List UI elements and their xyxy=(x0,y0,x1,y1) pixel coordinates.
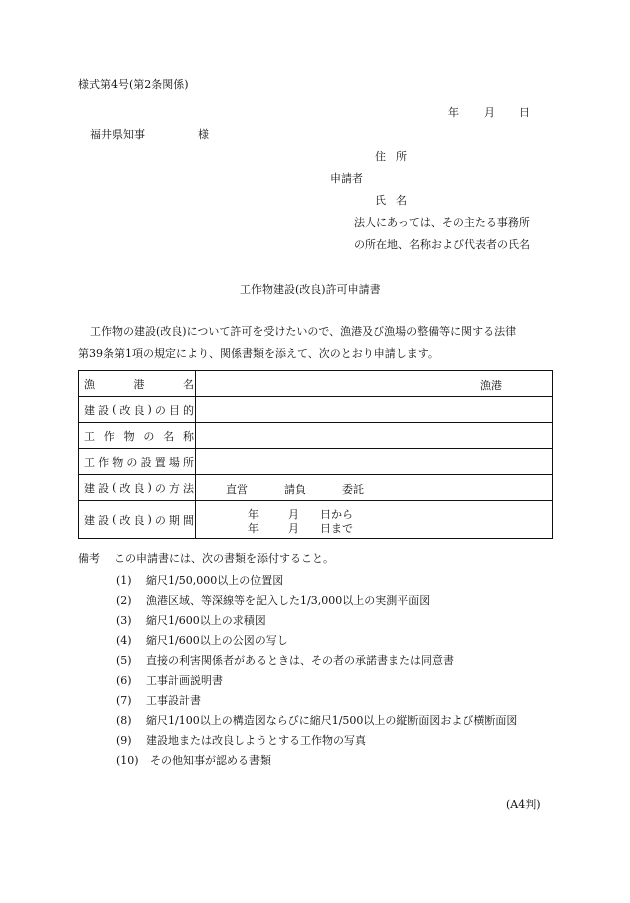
corp-note-line1: 法人にあっては、その主たる事務所 xyxy=(354,216,530,229)
note-item: (7) 工事設計書 xyxy=(116,694,201,707)
period-to-day: 日まで xyxy=(320,522,353,535)
table-row-period xyxy=(79,501,553,539)
note-item: (1) 縮尺1/50,000以上の位置図 xyxy=(116,574,284,587)
note-item: (4) 縮尺1/600以上の公図の写し xyxy=(116,634,288,647)
method-option-contract[interactable]: 請負 xyxy=(284,483,306,496)
table-row-port-name xyxy=(79,371,553,397)
note-item: (2) 漁港区域、等深線等を記入した1/3,000以上の実測平面図 xyxy=(116,594,431,607)
notes-intro: この申請書には、次の書類を添付すること。 xyxy=(114,552,334,565)
paper-size: (A4判) xyxy=(506,798,541,811)
purpose-field[interactable] xyxy=(196,397,553,423)
date-year-label: 年 xyxy=(448,106,459,119)
note-item: (8) 縮尺1/100以上の構造図ならびに縮尺1/500以上の縦断面図および横断面図 xyxy=(116,714,518,727)
date-month-label: 月 xyxy=(484,106,495,119)
body-line-2: 第39条第1項の規定により、関係書類を添えて、次のとおり申請します。 xyxy=(78,347,439,360)
applicant-label: 申請者 xyxy=(330,172,363,185)
note-item: (9) 建設地または改良しようとする工作物の写真 xyxy=(116,734,366,747)
location-label: 工 作 物 の 設 置 場 所 xyxy=(79,449,196,475)
method-option-consign[interactable]: 委託 xyxy=(342,483,364,496)
table-row-purpose xyxy=(79,397,553,423)
addressee: 福井県知事 xyxy=(90,128,145,141)
period-to-month: 月 xyxy=(288,522,299,535)
table-row-structure-name xyxy=(79,423,553,449)
port-suffix: 漁港 xyxy=(480,379,502,392)
document-title: 工作物建設(改良)許可申請書 xyxy=(240,283,381,296)
table-row-location xyxy=(79,449,553,475)
period-to-year: 年 xyxy=(248,522,259,535)
corp-note-line2: の所在地、名称および代表者の氏名 xyxy=(354,238,530,251)
note-item: (10) その他知事が認める書類 xyxy=(116,754,271,767)
port-name-field[interactable] xyxy=(196,371,553,397)
purpose-label: 建 設 ( 改 良 ) の 目 的 xyxy=(79,397,196,423)
method-field xyxy=(196,475,553,501)
note-item: (5) 直接の利害関係者があるときは、その者の承諾書または同意書 xyxy=(116,654,454,667)
structure-name-field[interactable] xyxy=(196,423,553,449)
form-number: 様式第4号(第2条関係) xyxy=(78,78,189,91)
period-from-day: 日から xyxy=(320,508,353,521)
method-label: 建 設 ( 改 良 ) の 方 法 xyxy=(79,475,196,501)
note-item: (3) 縮尺1/600以上の求積図 xyxy=(116,614,266,627)
period-field[interactable] xyxy=(196,501,553,539)
applicant-address-label: 住 所 xyxy=(375,150,407,163)
application-table xyxy=(78,370,553,539)
date-day-label: 日 xyxy=(519,106,530,119)
port-name-label: 漁 港 名 xyxy=(79,371,196,397)
period-from-month: 月 xyxy=(288,508,299,521)
period-from-year: 年 xyxy=(248,508,259,521)
structure-name-label: 工 作 物 の 名 称 xyxy=(79,423,196,449)
table-row-method xyxy=(79,475,553,501)
period-label: 建 設 ( 改 良 ) の 期 間 xyxy=(79,501,196,539)
applicant-name-label: 氏 名 xyxy=(375,194,407,207)
addressee-honorific: 様 xyxy=(198,128,209,141)
body-line-1: 工作物の建設(改良)について許可を受けたいので、漁港及び漁場の整備等に関する法律 xyxy=(90,325,517,338)
note-item: (6) 工事計画説明書 xyxy=(116,674,223,687)
location-field[interactable] xyxy=(196,449,553,475)
notes-heading: 備考 xyxy=(78,552,100,565)
method-option-direct[interactable]: 直営 xyxy=(226,483,248,496)
